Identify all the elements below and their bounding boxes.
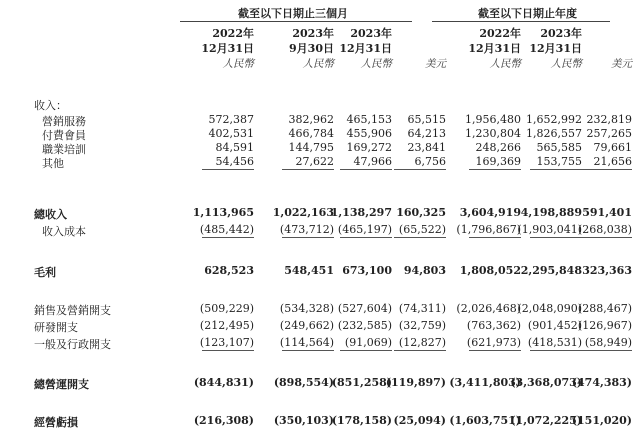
row-value: 6,756 [414, 155, 446, 168]
row-value: (32,759) [398, 319, 446, 332]
row-value: (268,038) [577, 223, 632, 236]
row-label: 研發開支 [34, 321, 78, 334]
row-value: 565,585 [536, 141, 582, 154]
subtotal-rule [394, 350, 446, 351]
row-value: (2,026,468) [456, 302, 521, 315]
row-value: 47,966 [353, 155, 392, 168]
row-label: 一般及行政開支 [34, 338, 111, 351]
row-value: (3,368,073) [510, 376, 582, 389]
row-label: 職業培訓 [42, 143, 86, 156]
row-value: (350,103) [273, 414, 334, 427]
row-value: (844,831) [193, 376, 254, 389]
row-label: 收入： [34, 99, 67, 112]
subtotal-rule [580, 350, 632, 351]
row-value: (151,020) [571, 414, 632, 427]
row-value: 572,387 [208, 113, 254, 126]
row-value: (58,949) [584, 336, 632, 349]
row-label: 收入成本 [42, 225, 86, 238]
row-label: 付費會員 [42, 129, 86, 142]
row-value: 323,363 [582, 264, 632, 277]
row-value: 2,295,848 [520, 264, 582, 277]
row-value: (74,311) [398, 302, 446, 315]
row-value: 402,531 [208, 127, 254, 140]
row-value: (473,712) [279, 223, 334, 236]
subtotal-rule [394, 237, 446, 238]
row-value: (901,452) [527, 319, 582, 332]
row-value: 628,523 [204, 264, 254, 277]
row-value: (126,967) [577, 319, 632, 332]
row-value: 4,198,889 [520, 206, 582, 219]
row-value: 465,153 [346, 113, 392, 126]
row-value: (527,604) [337, 302, 392, 315]
column-date-4: 12月31日 [468, 42, 521, 55]
subtotal-rule [282, 169, 334, 170]
row-value: 64,213 [407, 127, 446, 140]
column-date-1: 9月30日 [289, 42, 334, 55]
column-unit-0: 人民幣 [222, 58, 254, 70]
row-value: 591,401 [582, 206, 632, 219]
subtotal-rule [202, 169, 254, 170]
subtotal-rule [340, 350, 392, 351]
row-label: 銷售及營銷開支 [34, 304, 111, 317]
row-value: 79,661 [593, 141, 632, 154]
row-value: 455,906 [346, 127, 392, 140]
row-value: (465,197) [337, 223, 392, 236]
row-value: 1,956,480 [465, 113, 521, 126]
row-value: 169,369 [475, 155, 521, 168]
row-value: 1,138,297 [330, 206, 392, 219]
row-value: (25,094) [393, 414, 446, 427]
row-value: 673,100 [342, 264, 392, 277]
row-value: (216,308) [193, 414, 254, 427]
row-label: 總營運開支 [34, 378, 89, 391]
row-value: (119,897) [385, 376, 446, 389]
subtotal-rule [282, 350, 334, 351]
row-value: 382,962 [288, 113, 334, 126]
column-year-5: 2023年 [540, 27, 582, 40]
column-unit-4: 人民幣 [489, 58, 521, 70]
header-year: 截至以下日期止年度 [478, 7, 577, 20]
subtotal-rule [394, 169, 446, 170]
row-value: (212,495) [199, 319, 254, 332]
row-value: 153,755 [536, 155, 582, 168]
row-value: 466,784 [288, 127, 334, 140]
row-value: 1,652,992 [526, 113, 582, 126]
row-value: 1,113,965 [192, 206, 254, 219]
row-value: (65,522) [398, 223, 446, 236]
row-label: 營銷服務 [42, 115, 86, 128]
row-value: 65,515 [407, 113, 446, 126]
row-value: (1,796,867) [456, 223, 521, 236]
row-value: 23,841 [407, 141, 446, 154]
row-value: 1,022,163 [272, 206, 334, 219]
row-value: (114,564) [279, 336, 334, 349]
subtotal-rule [530, 350, 582, 351]
row-value: 160,325 [396, 206, 446, 219]
header-three-months: 截至以下日期止三個月 [238, 7, 348, 20]
row-label: 毛利 [34, 266, 56, 279]
subtotal-rule [469, 237, 521, 238]
row-value: (1,072,225) [510, 414, 582, 427]
column-unit-2: 人民幣 [360, 58, 392, 70]
row-value: (1,903,041) [517, 223, 582, 236]
row-value: 1,230,804 [465, 127, 521, 140]
subtotal-rule [282, 237, 334, 238]
column-year-0: 2022年 [212, 27, 254, 40]
column-unit-6: 美元 [611, 58, 632, 70]
row-value: (509,229) [199, 302, 254, 315]
row-value: 548,451 [284, 264, 334, 277]
subtotal-rule [469, 169, 521, 170]
subtotal-rule [202, 237, 254, 238]
row-value: 248,266 [475, 141, 521, 154]
row-value: 1,808,052 [459, 264, 521, 277]
row-value: (2,048,090) [517, 302, 582, 315]
subtotal-rule [530, 169, 582, 170]
row-value: (851,258) [331, 376, 392, 389]
row-value: 257,265 [586, 127, 632, 140]
row-value: 21,656 [593, 155, 632, 168]
row-value: 94,803 [403, 264, 446, 277]
row-label: 總收入 [34, 208, 67, 221]
column-year-4: 2022年 [479, 27, 521, 40]
column-unit-5: 人民幣 [550, 58, 582, 70]
row-value: 232,819 [586, 113, 632, 126]
subtotal-rule [202, 350, 254, 351]
row-value: (763,362) [466, 319, 521, 332]
column-unit-1: 人民幣 [302, 58, 334, 70]
row-value: 27,622 [295, 155, 334, 168]
row-value: 84,591 [215, 141, 254, 154]
row-label: 經營虧損 [34, 416, 78, 429]
row-value: 3,604,919 [459, 206, 521, 219]
row-value: (1,603,751) [449, 414, 521, 427]
row-value: (91,069) [344, 336, 392, 349]
row-value: 54,456 [215, 155, 254, 168]
row-value: (485,442) [199, 223, 254, 236]
column-unit-3: 美元 [425, 58, 446, 70]
row-value: (621,973) [466, 336, 521, 349]
subtotal-rule [580, 237, 632, 238]
column-year-1: 2023年 [292, 27, 334, 40]
row-value: 169,272 [346, 141, 392, 154]
row-value: (123,107) [199, 336, 254, 349]
column-year-2: 2023年 [350, 27, 392, 40]
row-value: 144,795 [288, 141, 334, 154]
column-date-5: 12月31日 [529, 42, 582, 55]
column-date-2: 12月31日 [339, 42, 392, 55]
row-label: 其他 [42, 157, 64, 170]
row-value: (474,383) [571, 376, 632, 389]
subtotal-rule [530, 237, 582, 238]
row-value: (232,585) [337, 319, 392, 332]
row-value: (898,554) [273, 376, 334, 389]
subtotal-rule [469, 350, 521, 351]
column-date-0: 12月31日 [201, 42, 254, 55]
row-value: (534,328) [279, 302, 334, 315]
row-value: (249,662) [279, 319, 334, 332]
subtotal-rule [580, 169, 632, 170]
row-value: (12,827) [398, 336, 446, 349]
row-value: (288,467) [577, 302, 632, 315]
row-value: (418,531) [527, 336, 582, 349]
row-value: (3,411,803) [449, 376, 521, 389]
subtotal-rule [340, 237, 392, 238]
subtotal-rule [340, 169, 392, 170]
row-value: (178,158) [331, 414, 392, 427]
row-value: 1,826,557 [526, 127, 582, 140]
